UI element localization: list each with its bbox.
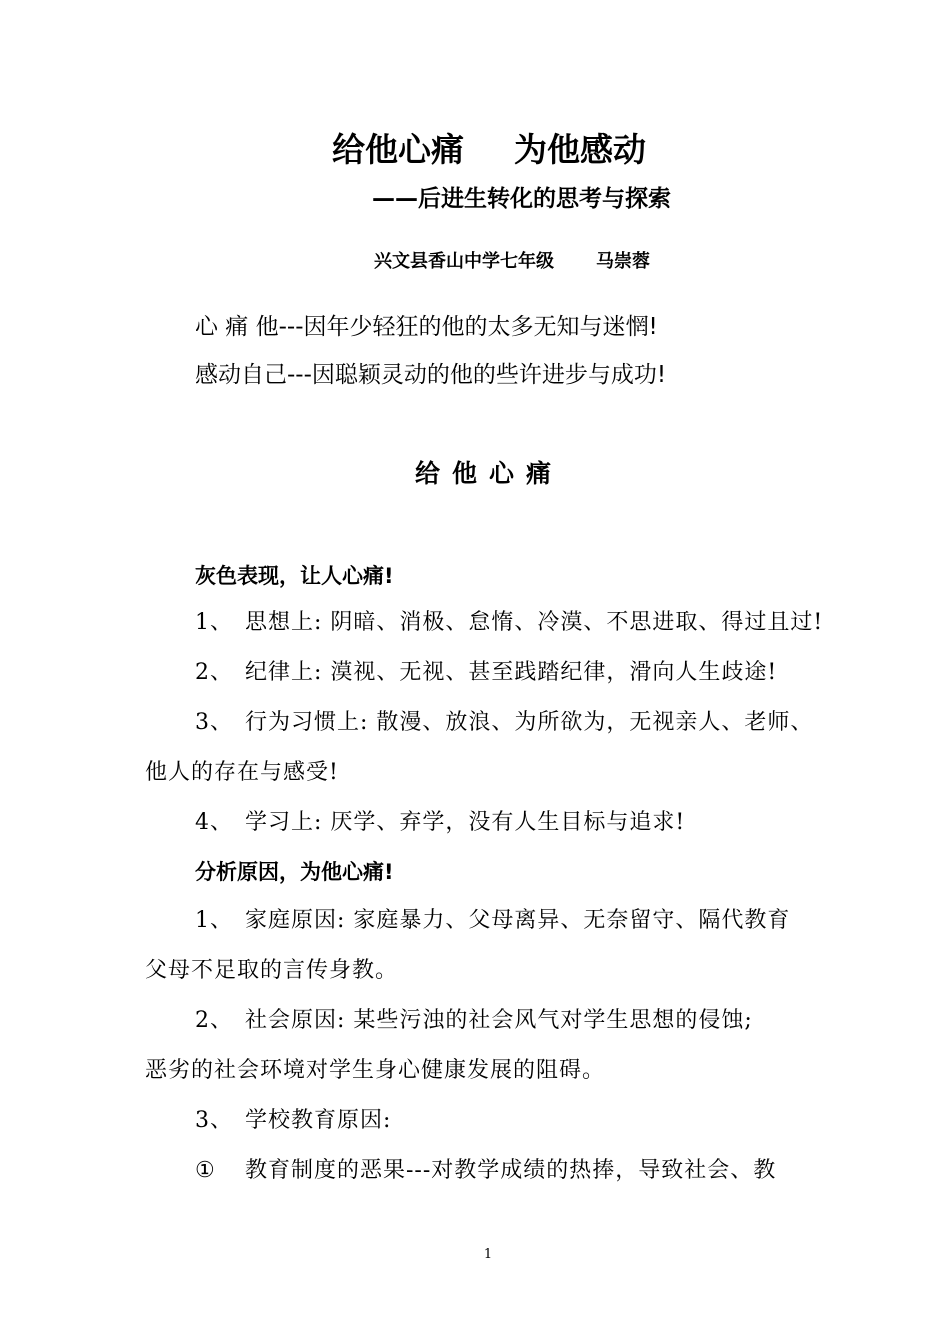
document-title <box>0 128 950 172</box>
cause-item-1-text: 家庭原因: 家庭暴力、父母离异、无奈留守、隔代教育 <box>245 908 791 933</box>
author-school: 兴文县香山中学七年级 <box>374 251 554 272</box>
author-name: 马崇蓉 <box>596 251 650 272</box>
gray-item-3-continued: 他人的存在与感受! <box>145 760 339 785</box>
lead-line-2: 感动自己---因聪颖灵动的他的些许进步与成功! <box>195 362 667 388</box>
gray-heading: 灰色表现，让人心痛! <box>195 564 394 588</box>
gray-item-1-num: 1、 <box>195 610 233 635</box>
cause-item-2-continued: 恶劣的社会环境对学生身心健康发展的阻碍。 <box>145 1058 606 1083</box>
cause-heading: 分析原因，为他心痛! <box>195 860 394 884</box>
gray-item-1-text: 思想上: 阴暗、消极、怠惰、冷漠、不思进取、得过且过! <box>245 610 824 635</box>
gray-item-1 <box>195 607 823 639</box>
title-part-1: 给他心痛 <box>332 130 464 169</box>
page-number: 1 <box>483 1247 493 1262</box>
cause-subitem-1 <box>195 1155 776 1187</box>
gray-item-2-text: 纪律上: 漠视、无视、甚至践踏纪律，滑向人生歧途! <box>245 660 778 685</box>
title-part-2: 为他感动 <box>514 130 646 169</box>
gray-item-3-text: 行为习惯上: 散漫、放浪、为所欲为，无视亲人、老师、 <box>245 710 814 735</box>
author-line <box>374 248 650 276</box>
gray-item-3-num: 3、 <box>195 710 233 735</box>
cause-item-2-num: 2、 <box>195 1008 233 1033</box>
cause-subitem-1-num: ① <box>195 1158 216 1183</box>
cause-item-1 <box>195 905 790 937</box>
cause-item-2-text: 社会原因: 某些污浊的社会风气对学生思想的侵蚀; <box>245 1008 753 1033</box>
gray-item-3 <box>195 707 813 739</box>
gray-item-2-num: 2、 <box>195 660 233 685</box>
gray-item-2 <box>195 657 777 689</box>
cause-item-1-continued: 父母不足取的言传身教。 <box>145 958 399 983</box>
cause-subitem-1-text: 教育制度的恶果---对教学成绩的热捧，导致社会、教 <box>245 1158 777 1183</box>
gray-item-4-num: 4、 <box>195 810 233 835</box>
cause-item-3 <box>195 1105 391 1137</box>
cause-item-3-num: 3、 <box>195 1108 233 1133</box>
cause-item-1-num: 1、 <box>195 908 233 933</box>
lead-line-1: 心 痛 他---因年少轻狂的他的太多无知与迷惘! <box>195 314 658 340</box>
gray-item-4-text: 学习上: 厌学、弃学，没有人生目标与追求! <box>245 810 686 835</box>
section-title: 给他心痛 <box>414 459 563 488</box>
cause-item-2 <box>195 1005 753 1037</box>
document-subtitle: ——后进生转化的思考与探索 <box>372 186 671 212</box>
cause-item-3-text: 学校教育原因: <box>245 1108 392 1133</box>
gray-item-4 <box>195 807 685 839</box>
